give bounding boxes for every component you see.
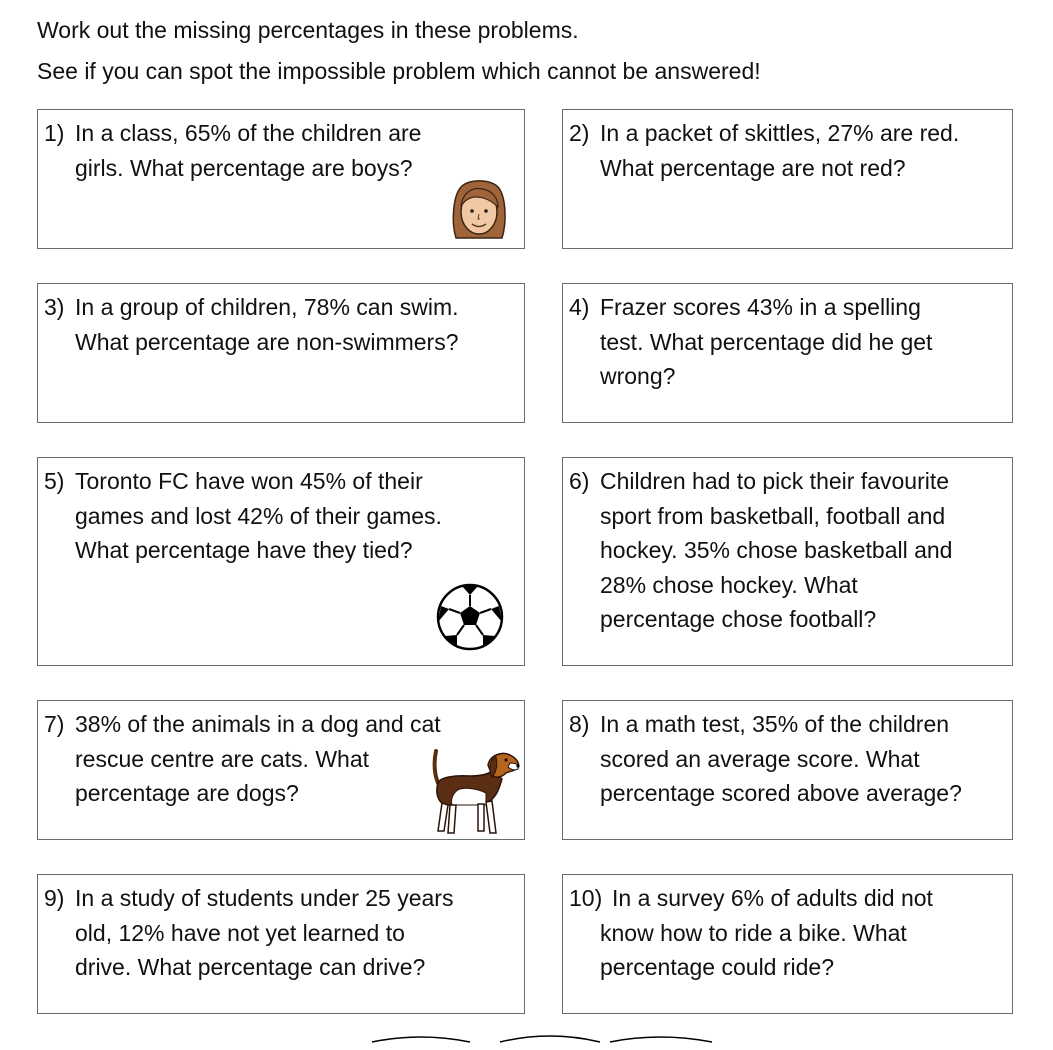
problem-text-5 bbox=[44, 464, 442, 568]
problem-line: In a study of students under 25 years bbox=[75, 885, 454, 911]
problem-line: girls. What percentage are boys? bbox=[75, 154, 413, 181]
problem-line: percentage chose football? bbox=[600, 606, 877, 632]
problem-number: 5) bbox=[44, 468, 65, 494]
problem-line: scored an average score. What bbox=[600, 745, 920, 772]
problem-line: In a class, 65% of the children are bbox=[75, 120, 422, 146]
problem-text-4 bbox=[569, 290, 932, 394]
problem-text-1 bbox=[44, 116, 421, 185]
problem-line: Toronto FC have won 45% of their bbox=[75, 468, 423, 494]
problem-text-9 bbox=[44, 881, 453, 985]
problem-text-6 bbox=[569, 464, 952, 637]
problem-line: What percentage are non-swimmers? bbox=[75, 328, 459, 355]
problem-text-3 bbox=[44, 290, 459, 359]
problem-box-2 bbox=[562, 109, 1013, 249]
bottom-decoration bbox=[0, 1030, 1053, 1050]
problem-line: old, 12% have not yet learned to bbox=[75, 919, 405, 946]
problem-number: 9) bbox=[44, 885, 65, 911]
problem-number: 6) bbox=[569, 468, 590, 494]
problem-line: wrong? bbox=[600, 363, 676, 389]
instruction-line-1: Work out the missing percentages in these problems. bbox=[37, 17, 579, 43]
problem-line: test. What percentage did he get bbox=[600, 328, 933, 355]
problem-box-7 bbox=[37, 700, 525, 840]
problem-number: 4) bbox=[569, 294, 590, 320]
problem-box-1 bbox=[37, 109, 525, 249]
problem-number: 8) bbox=[569, 711, 590, 737]
problem-line: drive. What percentage can drive? bbox=[75, 954, 426, 980]
problem-line: percentage could ride? bbox=[600, 954, 834, 980]
problem-line: rescue centre are cats. What bbox=[75, 745, 370, 772]
problem-box-4 bbox=[562, 283, 1013, 423]
problem-line: What percentage have they tied? bbox=[75, 537, 413, 563]
problem-number: 10) bbox=[569, 885, 603, 911]
problem-text-7 bbox=[44, 707, 441, 811]
problem-box-8 bbox=[562, 700, 1013, 840]
problem-line: know how to ride a bike. What bbox=[600, 919, 907, 946]
problem-line: Frazer scores 43% in a spelling bbox=[600, 294, 921, 320]
problem-number: 7) bbox=[44, 711, 65, 737]
problem-box-3 bbox=[37, 283, 525, 423]
problem-line: What percentage are not red? bbox=[600, 154, 906, 181]
problem-line: sport from basketball, football and bbox=[600, 502, 946, 529]
problem-line: hockey. 35% chose basketball and bbox=[600, 537, 953, 563]
problem-text-8 bbox=[569, 707, 962, 811]
girl-face-icon bbox=[448, 178, 510, 242]
problem-line: In a group of children, 78% can swim. bbox=[75, 294, 459, 320]
problem-line: In a survey 6% of adults did not bbox=[612, 885, 933, 911]
problem-box-10 bbox=[562, 874, 1013, 1014]
problem-line: percentage scored above average? bbox=[600, 780, 962, 806]
problem-line: Children had to pick their favourite bbox=[600, 468, 950, 494]
problem-box-9 bbox=[37, 874, 525, 1014]
problem-line: percentage are dogs? bbox=[75, 780, 299, 806]
problem-line: In a math test, 35% of the children bbox=[600, 711, 950, 737]
problem-text-10 bbox=[569, 881, 933, 985]
problem-line: games and lost 42% of their games. bbox=[75, 502, 442, 529]
problem-number: 1) bbox=[44, 120, 65, 146]
problem-box-5 bbox=[37, 457, 525, 666]
problem-text-2 bbox=[569, 116, 959, 185]
problem-line: 28% chose hockey. What bbox=[600, 571, 858, 598]
instruction-line-2: See if you can spot the impossible problem which cannot be answered! bbox=[37, 58, 761, 84]
problem-box-6 bbox=[562, 457, 1013, 666]
beagle-dog-icon bbox=[426, 749, 522, 837]
problem-number: 2) bbox=[569, 120, 590, 146]
problem-number: 3) bbox=[44, 294, 65, 320]
soccer-ball-icon bbox=[435, 582, 505, 652]
problem-line: In a packet of skittles, 27% are red. bbox=[600, 120, 960, 146]
problem-line: 38% of the animals in a dog and cat bbox=[75, 711, 441, 737]
